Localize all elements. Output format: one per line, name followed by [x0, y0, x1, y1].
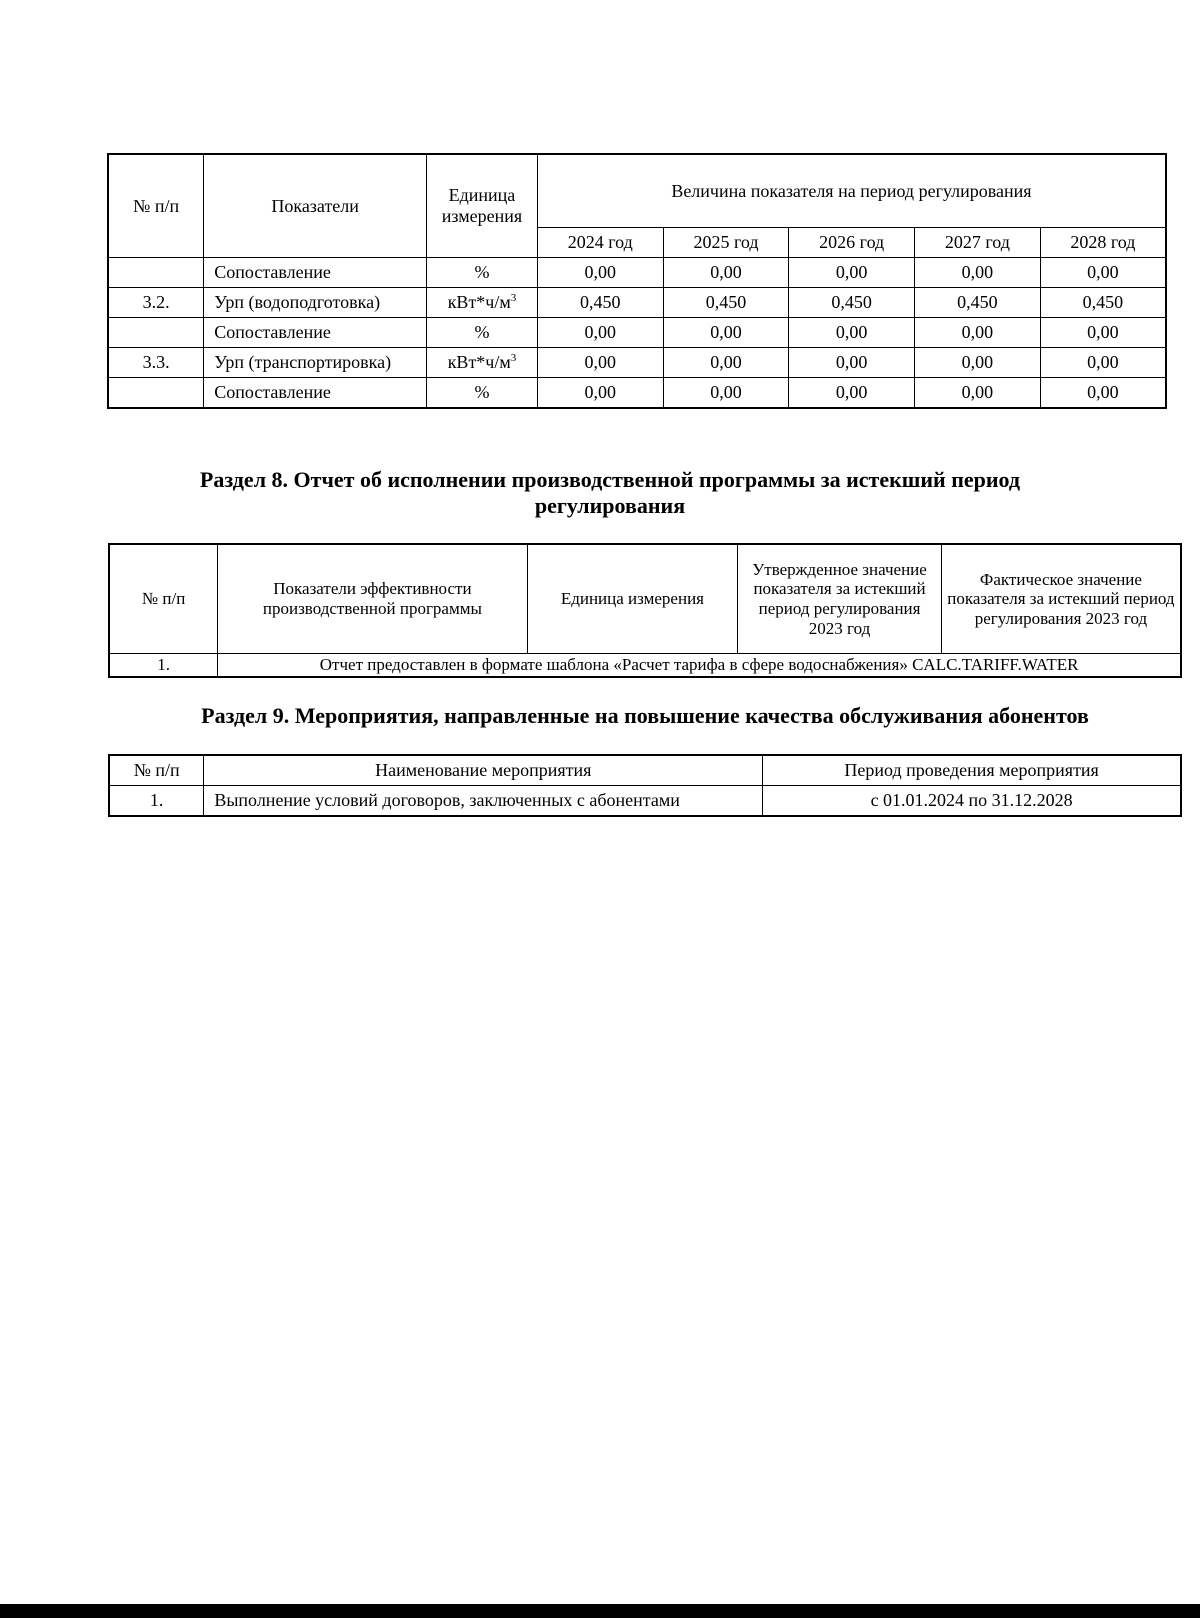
- table-row: [108, 288, 1166, 318]
- year-header: 2028 год: [1040, 228, 1166, 258]
- year-header: 2025 год: [663, 228, 789, 258]
- table-row: [109, 654, 1181, 678]
- row-unit: [427, 288, 538, 318]
- row-name: Сопоставление: [204, 378, 427, 409]
- row-num: [108, 258, 204, 288]
- section8-table: [108, 543, 1182, 678]
- row-value: 0,00: [1040, 378, 1166, 409]
- section9-table: [108, 754, 1182, 817]
- section9-title: Раздел 9. Мероприятия, направленные на повышение качества обслуживания абонентов: [201, 703, 1089, 728]
- col-num-header: № п/п: [108, 154, 204, 258]
- row-value: 0,450: [1040, 288, 1166, 318]
- section8-title-line2: регулирования: [534, 493, 686, 519]
- row-value: 0,450: [537, 288, 663, 318]
- row-value: 0,450: [663, 288, 789, 318]
- row-value: 0,00: [915, 378, 1041, 409]
- row-name: Сопоставление: [204, 318, 427, 348]
- section8-title-line1: Раздел 8. Отчет об исполнении производственной программы за истекший период: [199, 467, 1021, 492]
- row-value: 0,00: [537, 258, 663, 288]
- col-num-header: № п/п: [109, 544, 218, 654]
- col-name-header: Наименование мероприятия: [204, 755, 763, 786]
- row-value: 0,00: [915, 318, 1041, 348]
- row-value: 0,00: [789, 318, 915, 348]
- unit-superscript: 3: [510, 352, 517, 365]
- row-value: 0,00: [663, 378, 789, 409]
- row-unit: %: [427, 258, 538, 288]
- row-name: Урп (водоподготовка): [204, 288, 427, 318]
- row-value: 0,00: [915, 348, 1041, 378]
- row-num: 3.2.: [108, 288, 204, 318]
- row-name: Выполнение условий договоров, заключенных с абонентами: [204, 786, 763, 817]
- row-value: 0,00: [915, 258, 1041, 288]
- col-unit-header: Единица измерения: [527, 544, 738, 654]
- table-row: [108, 258, 1166, 288]
- table-row: [108, 348, 1166, 378]
- row-value: 0,00: [537, 348, 663, 378]
- row-num: 1.: [109, 786, 204, 817]
- row-value: 0,00: [789, 378, 915, 409]
- row-value: 0,00: [789, 348, 915, 378]
- scan-bottom-edge: [0, 1604, 1200, 1618]
- unit-superscript: 3: [510, 292, 517, 305]
- row-period: с 01.01.2024 по 31.12.2028: [763, 786, 1181, 817]
- indicators-table: [107, 153, 1167, 409]
- row-name: Урп (транспортировка): [204, 348, 427, 378]
- table-row: [108, 318, 1166, 348]
- row-value: 0,00: [663, 258, 789, 288]
- col-num-header: № п/п: [109, 755, 204, 786]
- row-unit: %: [427, 318, 538, 348]
- row-unit: %: [427, 378, 538, 409]
- col-actual-header: Фактическое значение показателя за истекший период регулирования 2023 год: [941, 544, 1181, 654]
- row-value: 0,00: [789, 258, 915, 288]
- year-header: 2026 год: [789, 228, 915, 258]
- row-value: 0,00: [663, 348, 789, 378]
- row-value: 0,00: [1040, 258, 1166, 288]
- row-num: [108, 318, 204, 348]
- row-value: 0,00: [1040, 318, 1166, 348]
- unit-text: кВт*ч/м: [447, 352, 511, 373]
- row-value: 0,00: [663, 318, 789, 348]
- col-approved-header: Утвержденное значение показателя за истекший период регулирования 2023 год: [738, 544, 942, 654]
- row-text: Отчет предоставлен в формате шаблона «Расчет тарифа в сфере водоснабжения» CALC.TARIFF.WATER: [218, 654, 1181, 678]
- row-value: 0,00: [1040, 348, 1166, 378]
- value-group-header: Величина показателя на период регулирования: [537, 154, 1166, 228]
- row-num: 1.: [109, 654, 218, 678]
- table-row: [109, 786, 1181, 817]
- row-unit: [427, 348, 538, 378]
- table-row: [108, 378, 1166, 409]
- row-value: 0,450: [789, 288, 915, 318]
- row-name: Сопоставление: [204, 258, 427, 288]
- col-indicator-header: Показатели: [204, 154, 427, 258]
- row-num: [108, 378, 204, 409]
- row-value: 0,00: [537, 318, 663, 348]
- section8-title: [160, 467, 1060, 520]
- row-value: 0,00: [537, 378, 663, 409]
- col-period-header: Период проведения мероприятия: [763, 755, 1181, 786]
- col-unit-header: Единица измерения: [427, 154, 538, 258]
- year-header: 2024 год: [537, 228, 663, 258]
- unit-text: кВт*ч/м: [447, 292, 511, 313]
- col-indicator-header: Показатели эффективности производственной программы: [218, 544, 527, 654]
- row-num: 3.3.: [108, 348, 204, 378]
- year-header: 2027 год: [915, 228, 1041, 258]
- row-value: 0,450: [915, 288, 1041, 318]
